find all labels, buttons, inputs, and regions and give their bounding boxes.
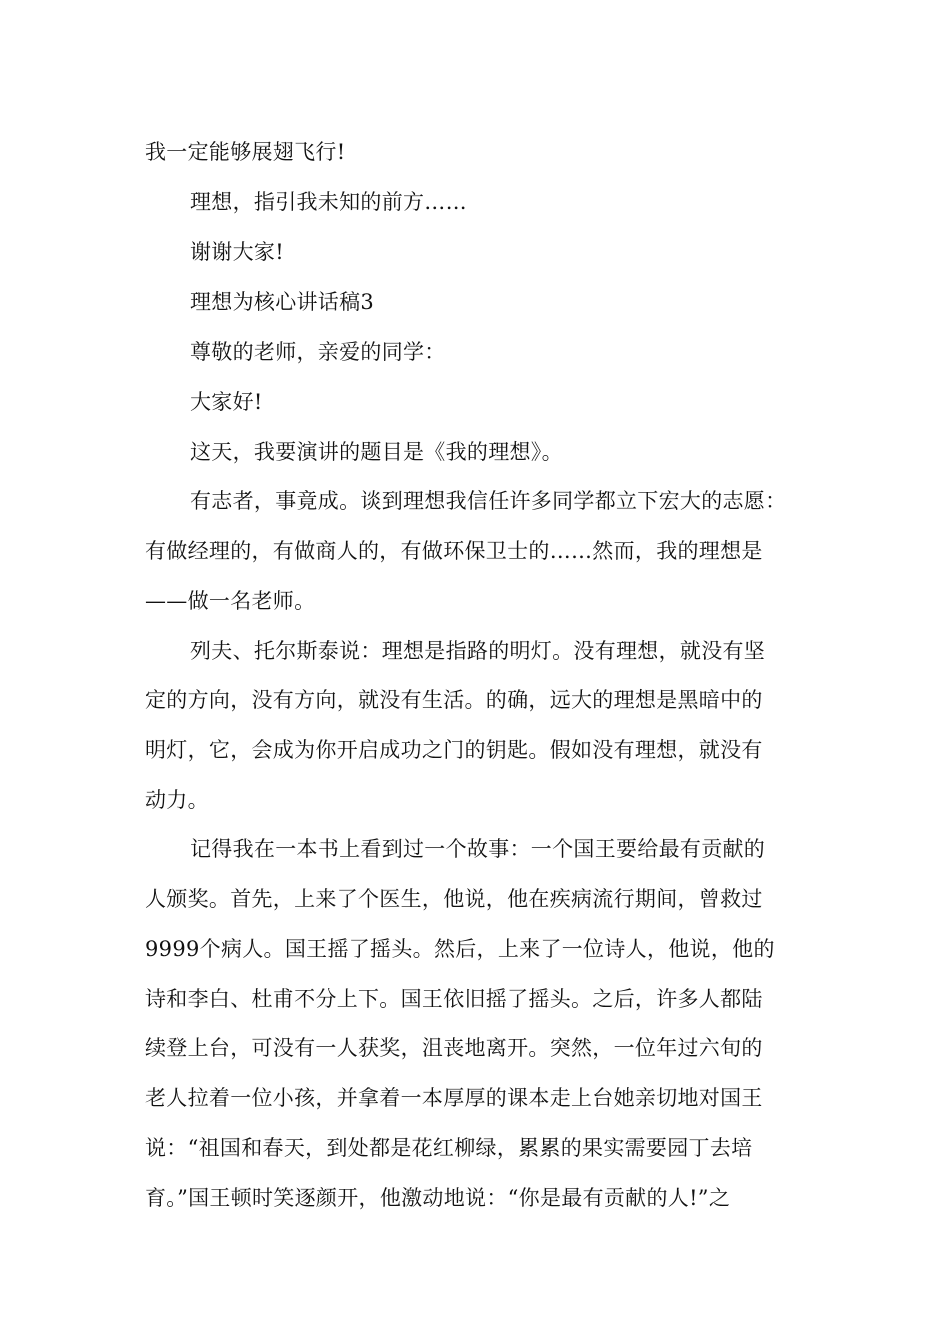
- text-line: 有志者，事竟成。谈到理想我信任许多同学都立下宏大的志愿：: [190, 489, 787, 513]
- text-line: 我一定能够展翅飞行!: [145, 140, 346, 164]
- text-line: 诗和李白、杜甫不分上下。国王依旧摇了摇头。之后，许多人都陆: [145, 987, 763, 1011]
- text-line: 列夫、托尔斯泰说：理想是指路的明灯。没有理想，就没有坚: [190, 639, 766, 663]
- text-line: 有做经理的，有做商人的，有做环保卫士的……然而，我的理想是: [145, 539, 763, 563]
- text-line: 定的方向，没有方向，就没有生活。的确，远大的理想是黑暗中的: [145, 688, 763, 712]
- text-line: 尊敬的老师，亲爱的同学：: [190, 340, 446, 364]
- text-line: 老人拉着一位小孩，并拿着一本厚厚的课本走上台她亲切地对国王: [145, 1086, 763, 1110]
- text-line: 育。”国王顿时笑逐颜开，他激动地说：“你是最有贡献的人!”之: [145, 1186, 731, 1210]
- text-line: 谢谢大家!: [190, 240, 284, 264]
- text-line: 明灯，它，会成为你开启成功之门的钥匙。假如没有理想，就没有: [145, 738, 763, 762]
- text-line: 理想，指引我未知的前方……: [190, 190, 467, 214]
- text-line: ——做一名老师。: [145, 589, 316, 613]
- text-line: 人颁奖。首先，上来了个医生，他说，他在疾病流行期间，曾救过: [145, 887, 763, 911]
- text-line: 说：“祖国和春天，到处都是花红柳绿，累累的果实需要园丁去培: [145, 1136, 753, 1160]
- text-line: 这天，我要演讲的题目是《我的理想》。: [190, 440, 563, 464]
- text-line: 动力。: [145, 788, 209, 812]
- text-line: 9999个病人。国王摇了摇头。然后，上来了一位诗人，他说，他的: [145, 937, 775, 961]
- text-line: 记得我在一本书上看到过一个故事：一个国王要给最有贡献的: [190, 837, 766, 861]
- text-line: 大家好!: [190, 390, 263, 414]
- text-line: 续登上台，可没有一人获奖，沮丧地离开。突然，一位年过六旬的: [145, 1036, 763, 1060]
- section-heading: 理想为核心讲话稿3: [190, 290, 375, 314]
